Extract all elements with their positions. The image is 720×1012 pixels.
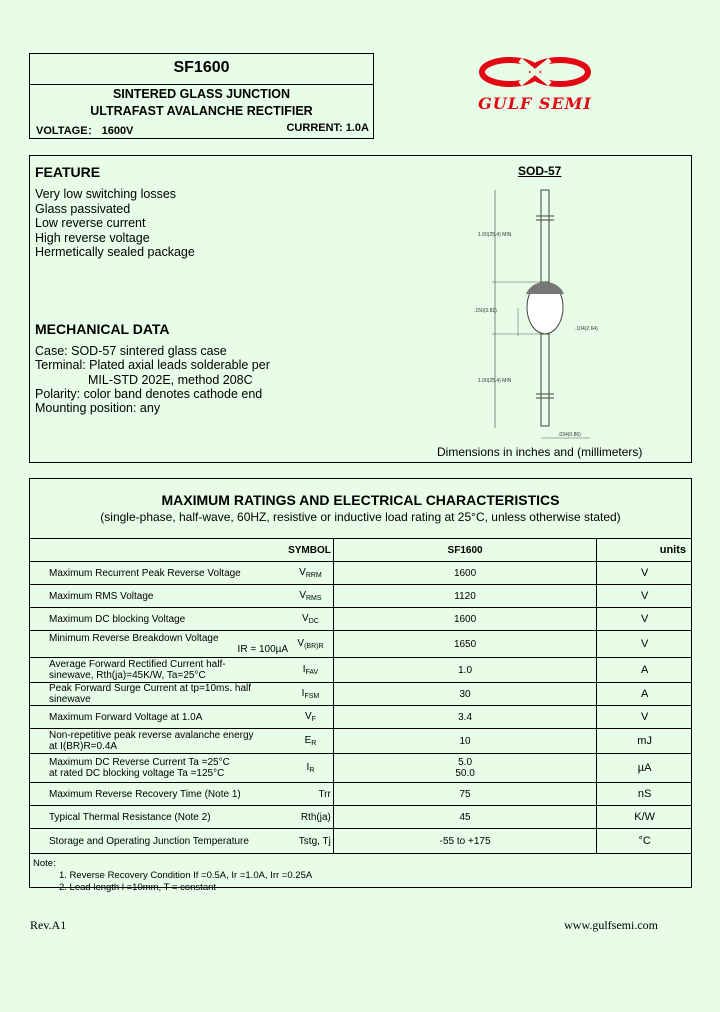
symbol-cell — [288, 783, 333, 806]
website-link[interactable]: www.gulfsemi.com — [564, 918, 658, 932]
value: 30 — [459, 688, 471, 700]
feature-item: Very low switching losses — [35, 187, 177, 201]
symbol-cell — [288, 806, 333, 829]
value-cell — [333, 562, 596, 585]
param-condition: at rated DC blocking voltage Ta =125°C — [49, 768, 225, 779]
table-row — [29, 585, 692, 608]
ratings-heading: MAXIMUM RATINGS AND ELECTRICAL CHARACTERISTICS — [161, 492, 560, 508]
notes-title: Note: — [33, 858, 56, 869]
symbol-cell — [288, 683, 333, 706]
symbol: V — [299, 590, 306, 601]
value-cell — [333, 754, 596, 783]
mechanical-line: Case: SOD-57 sintered glass case — [35, 344, 227, 358]
param-cell — [29, 683, 288, 706]
value-cell — [333, 706, 596, 729]
ratings-table — [29, 538, 692, 894]
symbol-cell — [288, 706, 333, 729]
param-condition: at I(BR)R=0.4A — [49, 741, 118, 752]
symbol-subscript: F — [311, 716, 316, 723]
value-cell — [333, 729, 596, 754]
symbol-subscript: RMS — [306, 595, 322, 602]
unit-cell: A — [597, 683, 692, 706]
param-cell — [29, 658, 288, 683]
mechanical-line: Mounting position: any — [35, 401, 161, 415]
value: 1.0 — [458, 664, 473, 676]
param-cell — [29, 562, 288, 585]
symbol-cell — [288, 658, 333, 683]
feature-item: Glass passivated — [35, 202, 131, 216]
table-row — [29, 783, 692, 806]
table-row — [29, 683, 692, 706]
symbol-cell — [288, 631, 333, 658]
value: 1600 — [453, 613, 477, 625]
value-cell — [333, 658, 596, 683]
symbol: Tstg, Tj — [298, 835, 331, 847]
value-cell — [333, 783, 596, 806]
param-cell — [29, 706, 288, 729]
symbol-subscript: RRM — [305, 572, 322, 579]
package-name: SOD-57 — [518, 164, 562, 178]
mechanical-heading: MECHANICAL DATA — [35, 321, 170, 337]
unit-cell: nS — [597, 783, 692, 806]
param-cell — [29, 806, 288, 829]
table-row — [29, 706, 692, 729]
symbol-subscript: R — [311, 740, 317, 747]
param-label: Maximum Reverse Recovery Time (Note 1) — [49, 788, 241, 800]
param-label: Typical Thermal Resistance (Note 2) — [49, 811, 211, 823]
diode-drawing — [470, 180, 620, 445]
table-header-row — [29, 539, 692, 562]
mechanical-line: Polarity: color band denotes cathode end — [35, 387, 263, 401]
param-label: Maximum DC blocking Voltage — [49, 613, 186, 625]
table-row — [29, 608, 692, 631]
note-item: 2. Lead length l =10mm, T = constant — [59, 882, 217, 893]
unit-cell: µA — [597, 754, 692, 783]
value-cell — [333, 631, 596, 658]
param-cell — [29, 729, 288, 754]
param-label: Peak Forward Surge Current at tp=10ms. half — [49, 683, 252, 694]
value-cell — [333, 683, 596, 706]
value: 1600 — [453, 567, 477, 579]
notes-row — [29, 854, 692, 895]
param-cell — [29, 608, 288, 631]
unit-cell: V — [597, 608, 692, 631]
dim-label: .034(0.86) — [558, 432, 581, 438]
col-symbol-header: SYMBOL — [288, 539, 333, 562]
gulf-semi-logo — [470, 52, 600, 122]
dim-label: 1.00(25.4) MIN — [478, 378, 512, 384]
symbol: V — [299, 567, 306, 578]
table-row — [29, 631, 692, 658]
param-label: Minimum Reverse Breakdown Voltage — [49, 633, 219, 644]
feature-heading: FEATURE — [35, 164, 101, 180]
param-condition: sinewave — [49, 694, 91, 705]
feature-item: Hermetically sealed package — [35, 245, 195, 259]
logo-text: GULF SEMI — [478, 94, 592, 113]
symbol-cell — [288, 585, 333, 608]
param-condition: sinewave, Rth(ja)=45K/W, Ta=25°C — [49, 670, 206, 681]
dim-label: 1.00(25.4) MIN — [478, 232, 512, 238]
value: 10 — [459, 735, 471, 747]
param-label: Maximum Forward Voltage at 1.0A — [49, 711, 203, 723]
value-secondary: 50.0 — [455, 768, 475, 779]
symbol: I — [306, 762, 310, 773]
symbol-cell — [288, 754, 333, 783]
table-row — [29, 729, 692, 754]
value: 45 — [459, 811, 471, 823]
dim-label: .150(3.81) — [474, 308, 497, 314]
symbol: Rth(ja) — [300, 811, 331, 823]
symbol-cell — [288, 729, 333, 754]
symbol: I — [301, 688, 305, 699]
param-label: Average Forward Rectified Current half- — [49, 659, 226, 670]
unit-cell: V — [597, 631, 692, 658]
symbol-subscript: FAV — [305, 669, 319, 676]
value-cell — [333, 585, 596, 608]
symbol-cell — [288, 562, 333, 585]
param-label: Maximum Recurrent Peak Reverse Voltage — [49, 567, 241, 579]
symbol-subscript: (BR)R — [304, 643, 324, 650]
feature-item: Low reverse current — [35, 216, 146, 230]
param-condition: IR = 100µA — [237, 644, 289, 655]
symbol: I — [302, 664, 306, 675]
value-cell — [333, 829, 596, 854]
symbol-subscript: R — [309, 767, 315, 774]
value: 75 — [459, 788, 471, 800]
value: -55 to +175 — [439, 835, 491, 847]
symbol: V — [297, 638, 305, 649]
col-units-header: units — [597, 539, 692, 562]
ratings-subheading: (single-phase, half-wave, 60HZ, resistive or inductive load rating at 25°C, unless otherwise stated) — [100, 510, 621, 524]
param-cell — [29, 783, 288, 806]
value: 3.4 — [458, 711, 473, 723]
part-number: SF1600 — [173, 59, 230, 76]
table-row — [29, 754, 692, 783]
symbol-cell — [288, 608, 333, 631]
table-row — [29, 829, 692, 854]
symbol: Trr — [318, 788, 331, 800]
param-label: Maximum DC Reverse Current Ta =25°C — [49, 757, 230, 768]
value-cell — [333, 806, 596, 829]
value: 5.0 — [458, 757, 473, 768]
unit-cell: A — [597, 658, 692, 683]
unit-cell: K/W — [597, 806, 692, 829]
value-cell — [333, 608, 596, 631]
param-cell — [29, 829, 288, 854]
col-value-header: SF1600 — [333, 539, 596, 562]
title-line-1: SINTERED GLASS JUNCTION — [112, 87, 291, 101]
value: 1650 — [453, 638, 477, 650]
current-rating: CURRENT: 1.0A — [286, 122, 369, 134]
unit-cell: V — [597, 706, 692, 729]
table-row — [29, 658, 692, 683]
note-item: 1. Reverse Recovery Condition If =0.5A, Ir =1.0A, Irr =0.25A — [59, 870, 313, 881]
param-cell — [29, 585, 288, 608]
unit-cell: °C — [597, 829, 692, 854]
feature-item: High reverse voltage — [35, 231, 150, 245]
param-label: Storage and Operating Junction Temperature — [49, 835, 249, 847]
param-label: Non-repetitive peak reverse avalanche energy — [49, 730, 254, 741]
symbol: V — [304, 711, 312, 722]
symbol: E — [304, 735, 312, 746]
symbol-subscript: DC — [308, 618, 319, 625]
dim-label: .104(2.64) — [575, 326, 598, 332]
table-row — [29, 806, 692, 829]
unit-cell: V — [597, 585, 692, 608]
voltage-rating: VOLTAGE： 1600V — [36, 125, 134, 137]
symbol-cell — [288, 829, 333, 854]
header-divider — [29, 84, 374, 85]
param-cell — [29, 754, 288, 783]
unit-cell: V — [597, 562, 692, 585]
table-row — [29, 562, 692, 585]
mechanical-line: MIL-STD 202E, method 208C — [88, 373, 253, 387]
unit-cell: mJ — [597, 729, 692, 754]
title-line-2: ULTRAFAST AVALANCHE RECTIFIER — [90, 104, 313, 118]
param-label: Maximum RMS Voltage — [49, 590, 154, 602]
param-cell — [29, 631, 288, 658]
mechanical-line: Terminal: Plated axial leads solderable per — [35, 358, 270, 372]
symbol-subscript: FSM — [304, 693, 320, 700]
symbol: V — [302, 613, 309, 624]
revision: Rev.A1 — [30, 918, 67, 932]
value: 1120 — [454, 590, 476, 602]
package-caption: Dimensions in inches and (millimeters) — [437, 445, 643, 459]
